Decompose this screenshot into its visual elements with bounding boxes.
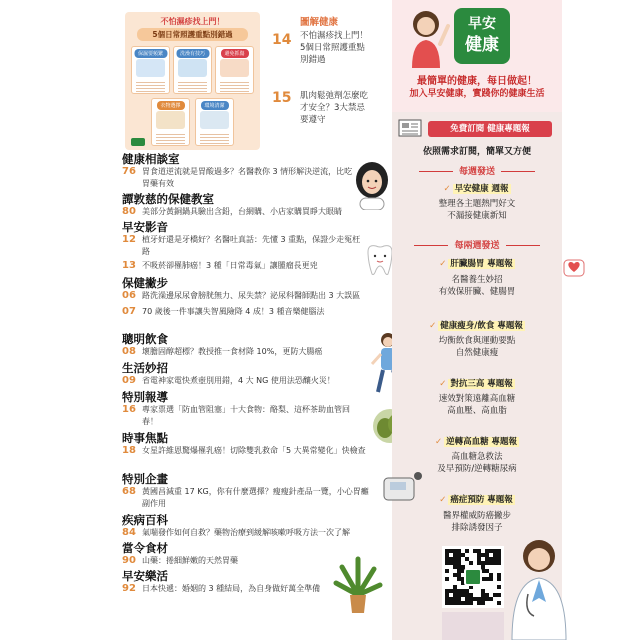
- entry-title: 壞膽固醇超標？教授推一食材降 10%，更防大腸癌: [142, 347, 323, 356]
- entry-title: 植牙好還是牙橋好？名醫吐真話：先懂 3 重點，保證少走冤枉路: [142, 235, 361, 256]
- doctor-illustration: [504, 532, 574, 640]
- toc-section: [122, 192, 384, 218]
- infographic-card: [151, 98, 190, 146]
- entry-title: 女星許維恩驚爆罹乳癌！切除雙乳救命「5 大異常變化」快檢查: [142, 446, 366, 455]
- section-heading: 生活妙招: [122, 361, 168, 375]
- subscribe-description: 依照需求訂閱，簡單又方便: [422, 147, 531, 157]
- tagline-sub: 加入早安健康，實踐你的健康生活: [409, 89, 545, 99]
- toc-section: [122, 220, 384, 272]
- qr-code[interactable]: [442, 546, 504, 608]
- brand-logo[interactable]: [454, 8, 510, 64]
- page-number: 80: [122, 206, 136, 217]
- doctor-portrait-illustration: [354, 158, 390, 210]
- section-heading: 當令食材: [122, 541, 168, 555]
- toc-entry[interactable]: [122, 555, 322, 567]
- toc-entry[interactable]: [122, 527, 384, 539]
- newspaper-icon: [398, 118, 424, 138]
- infographic-card: [131, 46, 170, 94]
- section-heading: 疾病百科: [122, 513, 168, 527]
- toc-entry[interactable]: [122, 234, 368, 257]
- section-heading: 特別報導: [122, 390, 168, 404]
- entry-title: 專家票選「防血管阻塞」十大食物：酪梨、這杯茶助血管回春！: [142, 405, 350, 426]
- toc-section: [122, 332, 384, 358]
- page-number: 90: [122, 555, 136, 566]
- infographic-card: [173, 46, 212, 94]
- woman-waving-illustration: [402, 6, 450, 68]
- page-number: 18: [122, 445, 136, 456]
- biweekly-label: 每兩週發送: [392, 238, 562, 251]
- scratching-illustration: [220, 59, 249, 77]
- newsletter-weekly[interactable]: ✓ 早安健康 週報: [443, 184, 509, 194]
- page-number: 12: [122, 234, 136, 245]
- entry-title: 黃國昌減重 17 KG，你有什麼選擇？瘦瘦針產品一覽，小心胃癱副作用: [142, 487, 369, 508]
- check-icon: ✓: [443, 184, 451, 194]
- brand-header: [392, 0, 562, 112]
- toc-entry[interactable]: [122, 206, 384, 218]
- entry-title: 70 歲後一件事讓失智風險降 4 成！3 種音樂健腦法: [142, 306, 325, 316]
- line-logo-icon: [464, 568, 482, 586]
- toc-section: [122, 361, 384, 387]
- category-label: 圖解健康: [300, 17, 339, 28]
- page-number: 84: [122, 527, 136, 538]
- check-icon: ✓: [439, 259, 447, 269]
- page-number: 09: [122, 375, 136, 386]
- toc-item[interactable]: [272, 14, 372, 74]
- newsletter-cancer[interactable]: ✓ 癌症預防 專題報: [439, 495, 513, 505]
- entry-title: 不吸菸卻罹肺癌！3 種「日常毒氣」讓腫瘤長更兇: [142, 261, 318, 270]
- toc-entry[interactable]: [122, 166, 354, 189]
- toc-entry[interactable]: [122, 290, 372, 302]
- toc-entry[interactable]: [122, 346, 352, 358]
- cleaning-illustration: [200, 111, 229, 129]
- infographic-card-label: 保濕要頻繁: [134, 49, 167, 58]
- toc-entry[interactable]: [122, 445, 372, 457]
- section-heading: 譚敦慈的保健教室: [122, 192, 214, 206]
- infographic-title: 不怕濕疹找上門！: [160, 17, 225, 26]
- toc-entry[interactable]: [122, 583, 362, 595]
- toc-entry[interactable]: [122, 404, 352, 427]
- toc-entry[interactable]: [122, 375, 358, 387]
- blood-pressure-monitor-illustration: [382, 470, 422, 504]
- toc-section: [122, 390, 384, 427]
- brand-logo-icon: [131, 138, 145, 146]
- entry-title: 路洗澡邊尿尿會膀胱無力、尿失禁？泌尿科醫師點出 3 大誤區: [142, 291, 361, 300]
- toc-section: [122, 152, 384, 189]
- newsletter-description: 名醫養生妙招 有效保肝臟、健腸胃: [438, 275, 516, 297]
- subscribe-banner[interactable]: 免費訂閱 健康專題報: [428, 121, 552, 137]
- page-number: 06: [122, 290, 136, 301]
- infographic-card-label: 避免抓傷: [220, 49, 248, 58]
- brand-name-line1: 早安: [468, 16, 496, 32]
- toc-item[interactable]: [272, 90, 372, 140]
- newsletter-description: 醫界權威防癌撇步 排除誘發因子: [442, 511, 511, 533]
- page-number: 76: [122, 166, 136, 177]
- article-title: 不怕濕疹找上門！5個日常照護重點別錯過: [300, 31, 369, 65]
- entry-title: 省電神家電快煮壺別用錯，4 大 NG 使用法恐釀火災！: [142, 376, 335, 385]
- entry-title: 胃食道逆流就是胃酸過多？名醫教你 3 情形解決逆流，比吃胃藥有效: [142, 167, 353, 188]
- newsletter-diet[interactable]: ✓ 健康瘦身/飲食 專題報: [429, 321, 523, 331]
- heart-speech-icon: [562, 250, 588, 290]
- section-heading: 健康相談室: [122, 152, 180, 166]
- section-heading: 早安影音: [122, 220, 168, 234]
- newsletter-description: 速效對策遠離高血糖 高血壓、高血脂: [438, 394, 516, 416]
- tagline-main: 最簡單的健康，每日做起！: [417, 76, 537, 87]
- newsletter-three-highs[interactable]: ✓ 對抗三高 專題報: [439, 379, 513, 389]
- clothing-illustration: [156, 111, 185, 129]
- page-number: 68: [122, 486, 136, 497]
- toc-section: [122, 472, 384, 509]
- article-title: 肌肉鬆弛劑怎麼吃才安全？3大禁忌要遵守: [300, 91, 369, 125]
- page-number: 15: [272, 90, 292, 106]
- entry-title: 氣喘發作如何自救？藥物治療到緩解咳嗽呼吸方法一次了解: [142, 528, 350, 537]
- section-heading: 保健撇步: [122, 276, 168, 290]
- infographic-card: [215, 46, 254, 94]
- infographic-card-label: 洗澡有技巧: [176, 49, 209, 58]
- section-heading: 時事焦點: [122, 431, 168, 445]
- newsletter-description: 高血糖急救法 及早預防/逆轉糖尿病: [437, 452, 517, 474]
- page-number: 07: [122, 305, 136, 317]
- lotion-illustration: [136, 59, 165, 77]
- page-number: 92: [122, 583, 136, 594]
- potted-plant-illustration: [332, 555, 384, 615]
- toc-section: [122, 276, 384, 317]
- check-icon: ✓: [439, 379, 447, 389]
- newsletter-liver-gut[interactable]: ✓ 肝臟腸胃 專題報: [439, 259, 513, 269]
- infographic-thumbnail[interactable]: [125, 12, 260, 150]
- check-icon: ✓: [439, 495, 447, 505]
- toc-entry[interactable]: [122, 306, 384, 318]
- page-number: 08: [122, 346, 136, 357]
- bathtub-illustration: [178, 59, 207, 77]
- page-number: 16: [122, 404, 136, 415]
- section-heading: 特別企畫: [122, 472, 168, 486]
- infographic-card-label: 衣物選擇: [156, 101, 184, 110]
- page-margin: [562, 0, 640, 640]
- check-icon: ✓: [434, 437, 443, 447]
- weekly-label: 每週發送: [392, 164, 562, 177]
- newsletter-description: 整理各主題熱門好文 不漏接健康新知: [438, 199, 516, 221]
- infographic-card-label: 環境清潔: [200, 101, 228, 110]
- toc-section: [122, 431, 384, 457]
- page-number: 13: [122, 260, 136, 271]
- toc-section: [122, 513, 384, 539]
- section-heading: 聰明飲食: [122, 332, 168, 346]
- toc-entry[interactable]: [122, 260, 384, 272]
- section-heading: 早安樂活: [122, 569, 168, 583]
- infographic-card: [195, 98, 234, 146]
- entry-title: 山藥：捲細鮮嫩的天然胃藥: [142, 556, 238, 565]
- entry-title: 美部分黃銅鍋具驗出含鉛，台網購、小店家購買睜大眼睛: [142, 207, 342, 216]
- toc-entry[interactable]: [122, 486, 376, 509]
- newsletter-blood-sugar[interactable]: ✓ 逆轉高血糖 專題報: [434, 437, 518, 447]
- infographic-subtitle: 5個日常照護重點別錯過: [137, 28, 248, 41]
- page-number: 14: [272, 32, 292, 48]
- check-icon: ✓: [429, 321, 437, 331]
- entry-title: 日本快遞：婚姻的 3 種結局，為自身做好萬全準備: [142, 584, 321, 593]
- newsletter-description: 均衡飲食與運動要點 自然健康瘦: [438, 336, 516, 358]
- brand-name-line2: 健康: [465, 35, 499, 55]
